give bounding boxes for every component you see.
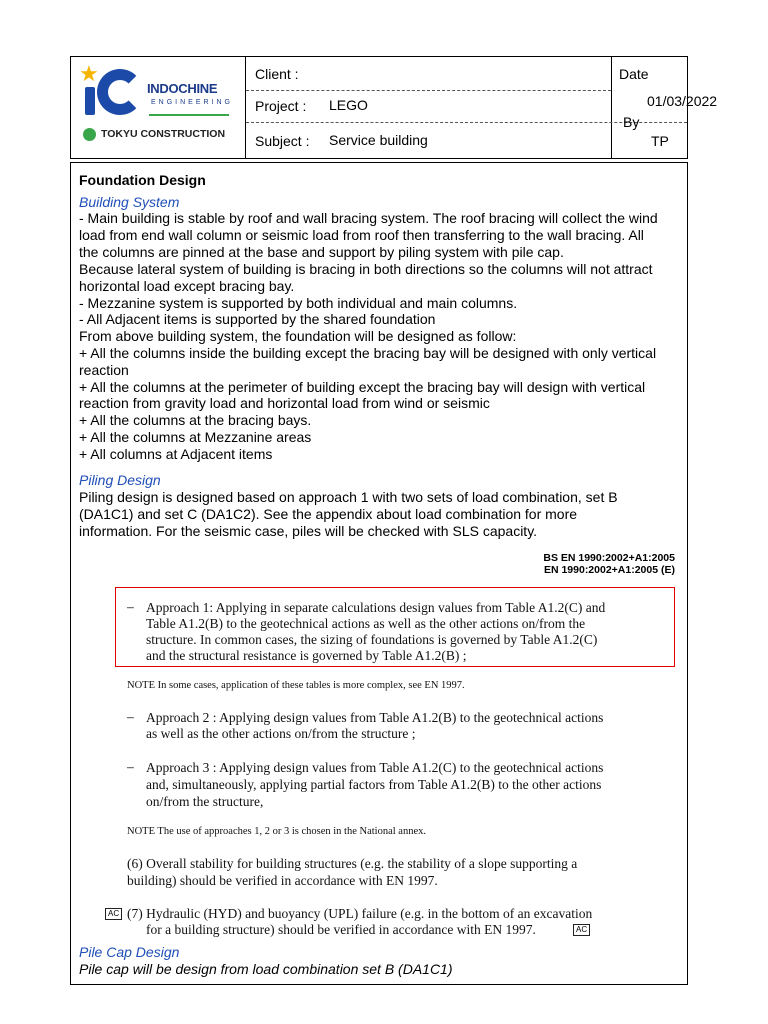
client-label: Client : (255, 66, 299, 82)
paragraph-line: + All the columns at the bracing bays. (79, 412, 312, 428)
excerpt-line: Approach 3 : Applying design values from Table A1.2(C) to the geotechnical actions (146, 760, 604, 775)
excerpt-line: structure. In common cases, the sizing of foundations is governed by Table A1.2(C) (146, 632, 598, 647)
header-row-divider (246, 122, 687, 123)
paragraph-line: horizontal load except bracing bay. (79, 278, 295, 294)
excerpt-line: for a building structure) should be verified in accordance with EN 1997. (146, 922, 536, 937)
header-divider (245, 57, 246, 158)
excerpt-line: building) should be verified in accordance with EN 1997. (127, 873, 438, 888)
paragraph-line: + All the columns inside the building except the bracing bay will be designed with only vertical (79, 345, 657, 361)
ac-marker-icon: AC (105, 908, 122, 920)
excerpt-line: Approach 1: Applying in separate calculations design values from Table A1.2(C) and (146, 600, 606, 615)
excerpt-line: and the structural resistance is governed by Table A1.2(B) ; (146, 648, 467, 663)
excerpt-note: NOTE The use of approaches 1, 2 or 3 is chosen in the National annex. (127, 826, 426, 837)
logo-divider (149, 114, 229, 116)
paragraph-line: From above building system, the foundation will be designed as follow: (79, 328, 517, 344)
paragraph-line: + All the columns at the perimeter of building except the bracing bay will design with vertical (79, 379, 646, 395)
excerpt-line: and, simultaneously, applying partial factors from Table A1.2(B) to the other actions (146, 777, 602, 792)
ac-marker-icon: AC (573, 924, 590, 936)
section-heading-building-system: Building System (79, 194, 180, 210)
paragraph-line: the columns are pinned at the base and support by piling system with pile cap. (79, 244, 564, 260)
paragraph-line: Because lateral system of building is bracing in both directions so the columns will not attract (79, 261, 653, 277)
paragraph-line: + All columns at Adjacent items (79, 446, 273, 462)
excerpt-line: on/from the structure, (146, 794, 264, 809)
paragraph-line: load from end wall column or seismic load from roof then transferring to the wall bracing. All (79, 227, 644, 243)
logo-i-mark (85, 87, 95, 115)
excerpt-line: Approach 2 : Applying design values from Table A1.2(B) to the geotechnical actions (146, 710, 604, 725)
header-row-divider (246, 90, 611, 91)
company-logo (77, 61, 243, 153)
section-heading-piling-design: Piling Design (79, 472, 161, 488)
project-value: LEGO (329, 97, 368, 113)
by-value: TP (651, 133, 669, 149)
list-dash: – (127, 709, 134, 724)
paragraph-line: Piling design is designed based on approach 1 with two sets of load combination, set B (79, 489, 618, 505)
star-icon: ★ (79, 61, 99, 86)
header-divider (611, 57, 612, 158)
excerpt-note: NOTE In some cases, application of these tables is more complex, see EN 1997. (127, 680, 465, 691)
paragraph-line: information. For the seismic case, piles will be checked with SLS capacity. (79, 523, 538, 539)
subject-label: Subject : (255, 133, 310, 149)
list-dash: – (127, 599, 134, 614)
logo-brand: INDOCHINE (147, 81, 218, 96)
paragraph-line: - Mezzanine system is supported by both individual and main columns. (79, 295, 518, 311)
excerpt-line: (6) Overall stability for building structures (e.g. the stability of a slope supporting a (127, 856, 578, 871)
section-heading-pile-cap: Pile Cap Design (79, 944, 180, 960)
paragraph-line: Pile cap will be design from load combination set B (DA1C1) (79, 961, 453, 977)
page-title: Foundation Design (79, 172, 206, 188)
content-area (70, 162, 688, 985)
by-label: By (623, 114, 640, 130)
logo-c-mark (97, 69, 143, 115)
standard-reference: EN 1990:2002+A1:2005 (E) (543, 564, 675, 576)
logo-partner: TOKYU CONSTRUCTION (101, 128, 226, 140)
tokyu-logo-icon (83, 128, 96, 141)
list-dash: – (127, 759, 134, 774)
date-value: 01/03/2022 (647, 93, 718, 109)
standard-reference: BS EN 1990:2002+A1:2005 (543, 552, 675, 564)
date-label: Date (619, 66, 649, 82)
title-block (70, 56, 718, 159)
excerpt-line: Table A1.2(B) to the geotechnical actions as well as the other actions on/from the (146, 616, 586, 631)
excerpt-line: as well as the other actions on/from the structure ; (146, 726, 416, 741)
paragraph-line: - All Adjacent items is supported by the shared foundation (79, 311, 436, 327)
excerpt-line: (7) Hydraulic (HYD) and buoyancy (UPL) failure (e.g. in the bottom of an excavation (127, 906, 593, 921)
logo-brand-sub: ENGINEERING (151, 99, 234, 106)
paragraph-line: (DA1C1) and set C (DA1C2). See the appendix about load combination for more (79, 506, 578, 522)
project-label: Project : (255, 98, 307, 114)
paragraph-line: reaction (79, 362, 129, 378)
paragraph-line: + All the columns at Mezzanine areas (79, 429, 312, 445)
paragraph-line: reaction from gravity load and horizontal load from wind or seismic (79, 395, 490, 411)
subject-value: Service building (329, 132, 428, 148)
paragraph-line: - Main building is stable by roof and wall bracing system. The roof bracing will collect the wind (79, 210, 658, 226)
